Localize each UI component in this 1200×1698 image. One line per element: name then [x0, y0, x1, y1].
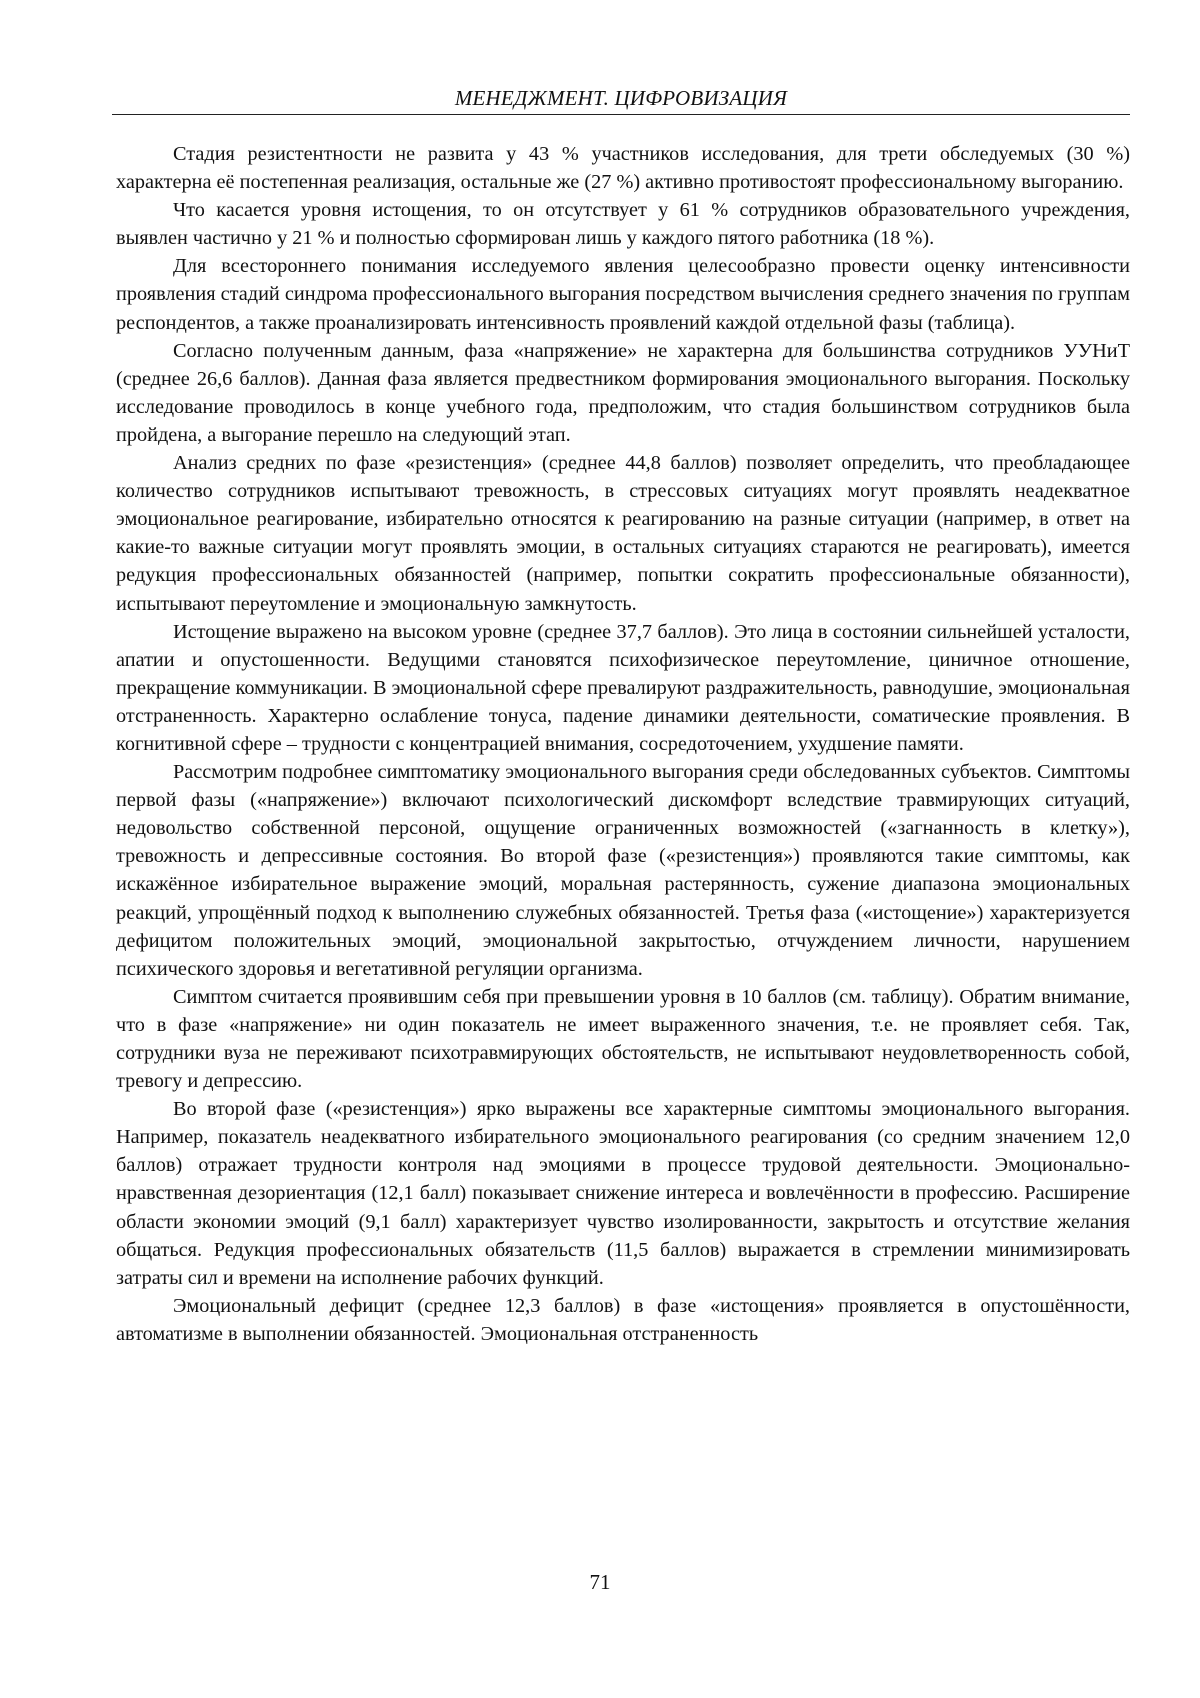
running-header-title: МЕНЕДЖМЕНТ. ЦИФРОВИЗАЦИЯ: [112, 86, 1130, 111]
paragraph: Стадия резистентности не развита у 43 % участников исследования, для трети обследуемых (30 %) характерна её постепенная реализация, остальные же (27 %) активно противостоят профессиональному выгоранию.: [116, 140, 1130, 196]
paragraph: Истощение выражено на высоком уровне (среднее 37,7 баллов). Это лица в состоянии сильнейшей усталости, апатии и опустошенности. Ведущими становятся психофизическое переутомление, циничное отношение, прекращение коммуникации. В эмоциональной сфере превалируют раздражительность, равнодушие, эмоциональная отстраненность. Характерно ослабление тонуса, падение динамики деятельности, соматические проявления. В когнитивной сфере – трудности с концентрацией внимания, сосредоточением, ухудшение памяти.: [116, 618, 1130, 758]
paragraph: Для всестороннего понимания исследуемого явления целесообразно провести оценку интенсивности проявления стадий синдрома профессионального выгорания посредством вычисления среднего значения по группам респондентов, а также проанализировать интенсивность проявлений каждой отдельной фазы (таблица).: [116, 252, 1130, 336]
page-number: 71: [0, 1570, 1200, 1595]
paragraph-last: Эмоциональный дефицит (среднее 12,3 баллов) в фазе «истощения» проявляется в опустошённости, автоматизме в выполнении обязанностей. Эмоциональная отстраненность: [116, 1292, 1130, 1348]
paragraph: Симптом считается проявившим себя при превышении уровня в 10 баллов (см. таблицу). Обратим внимание, что в фазе «напряжение» ни один показатель не имеет выраженного значения, т.е. не проявляет себя. Так, сотрудники вуза не переживают психотравмирующих обстоятельств, не испытывают неудовлетворенность собой, тревогу и депрессию.: [116, 983, 1130, 1095]
paragraph: Согласно полученным данным, фаза «напряжение» не характерна для большинства сотрудников УУНиТ (среднее 26,6 баллов). Данная фаза является предвестником формирования эмоционального выгорания. Поскольку исследование проводилось в конце учебного года, предположим, что стадия большинством сотрудников была пройдена, а выгорание перешло на следующий этап.: [116, 337, 1130, 449]
article-body: [116, 140, 1130, 1348]
journal-page: [0, 0, 1200, 1698]
paragraph: Во второй фазе («резистенция») ярко выражены все характерные симптомы эмоционального выгорания. Например, показатель неадекватного избирательного эмоционального реагирования (со средним значением 12,0 баллов) отражает трудности контроля над эмоциями в процессе трудовой деятельности. Эмоционально-нравственная дезориентация (12,1 балл) показывает снижение интереса и вовлечённости в профессию. Расширение области экономии эмоций (9,1 балл) характеризует чувство изолированности, закрытость и отсутствие желания общаться. Редукция профессиональных обязательств (11,5 баллов) выражается в стремлении минимизировать затраты сил и времени на исполнение рабочих функций.: [116, 1095, 1130, 1292]
paragraph: Анализ средних по фазе «резистенция» (среднее 44,8 баллов) позволяет определить, что преобладающее количество сотрудников испытывают тревожность, в стрессовых ситуациях могут проявлять неадекватное эмоциональное реагирование, избирательно относятся к реагированию на разные ситуации (например, в ответ на какие-то важные ситуации могут проявлять эмоции, в остальных ситуациях стараются не реагировать), имеется редукция профессиональных обязанностей (например, попытки сократить профессиональные обязанности), испытывают переутомление и эмоциональную замкнутость.: [116, 449, 1130, 618]
header-divider: [112, 114, 1130, 115]
paragraph: Рассмотрим подробнее симптоматику эмоционального выгорания среди обследованных субъектов. Симптомы первой фазы («напряжение») включают психологический дискомфорт вследствие травмирующих ситуаций, недовольство собственной персоной, ощущение ограниченных возможностей («загнанность в клетку»), тревожность и депрессивные состояния. Во второй фазе («резистенция») проявляются такие симптомы, как искажённое избирательное выражение эмоций, моральная растерянность, сужение диапазона эмоциональных реакций, упрощённый подход к выполнению служебных обязанностей. Третья фаза («истощение») характеризуется дефицитом положительных эмоций, эмоциональной закрытостью, отчуждением личности, нарушением психического здоровья и вегетативной регуляции организма.: [116, 758, 1130, 983]
paragraph: Что касается уровня истощения, то он отсутствует у 61 % сотрудников образовательного учреждения, выявлен частично у 21 % и полностью сформирован лишь у каждого пятого работника (18 %).: [116, 196, 1130, 252]
